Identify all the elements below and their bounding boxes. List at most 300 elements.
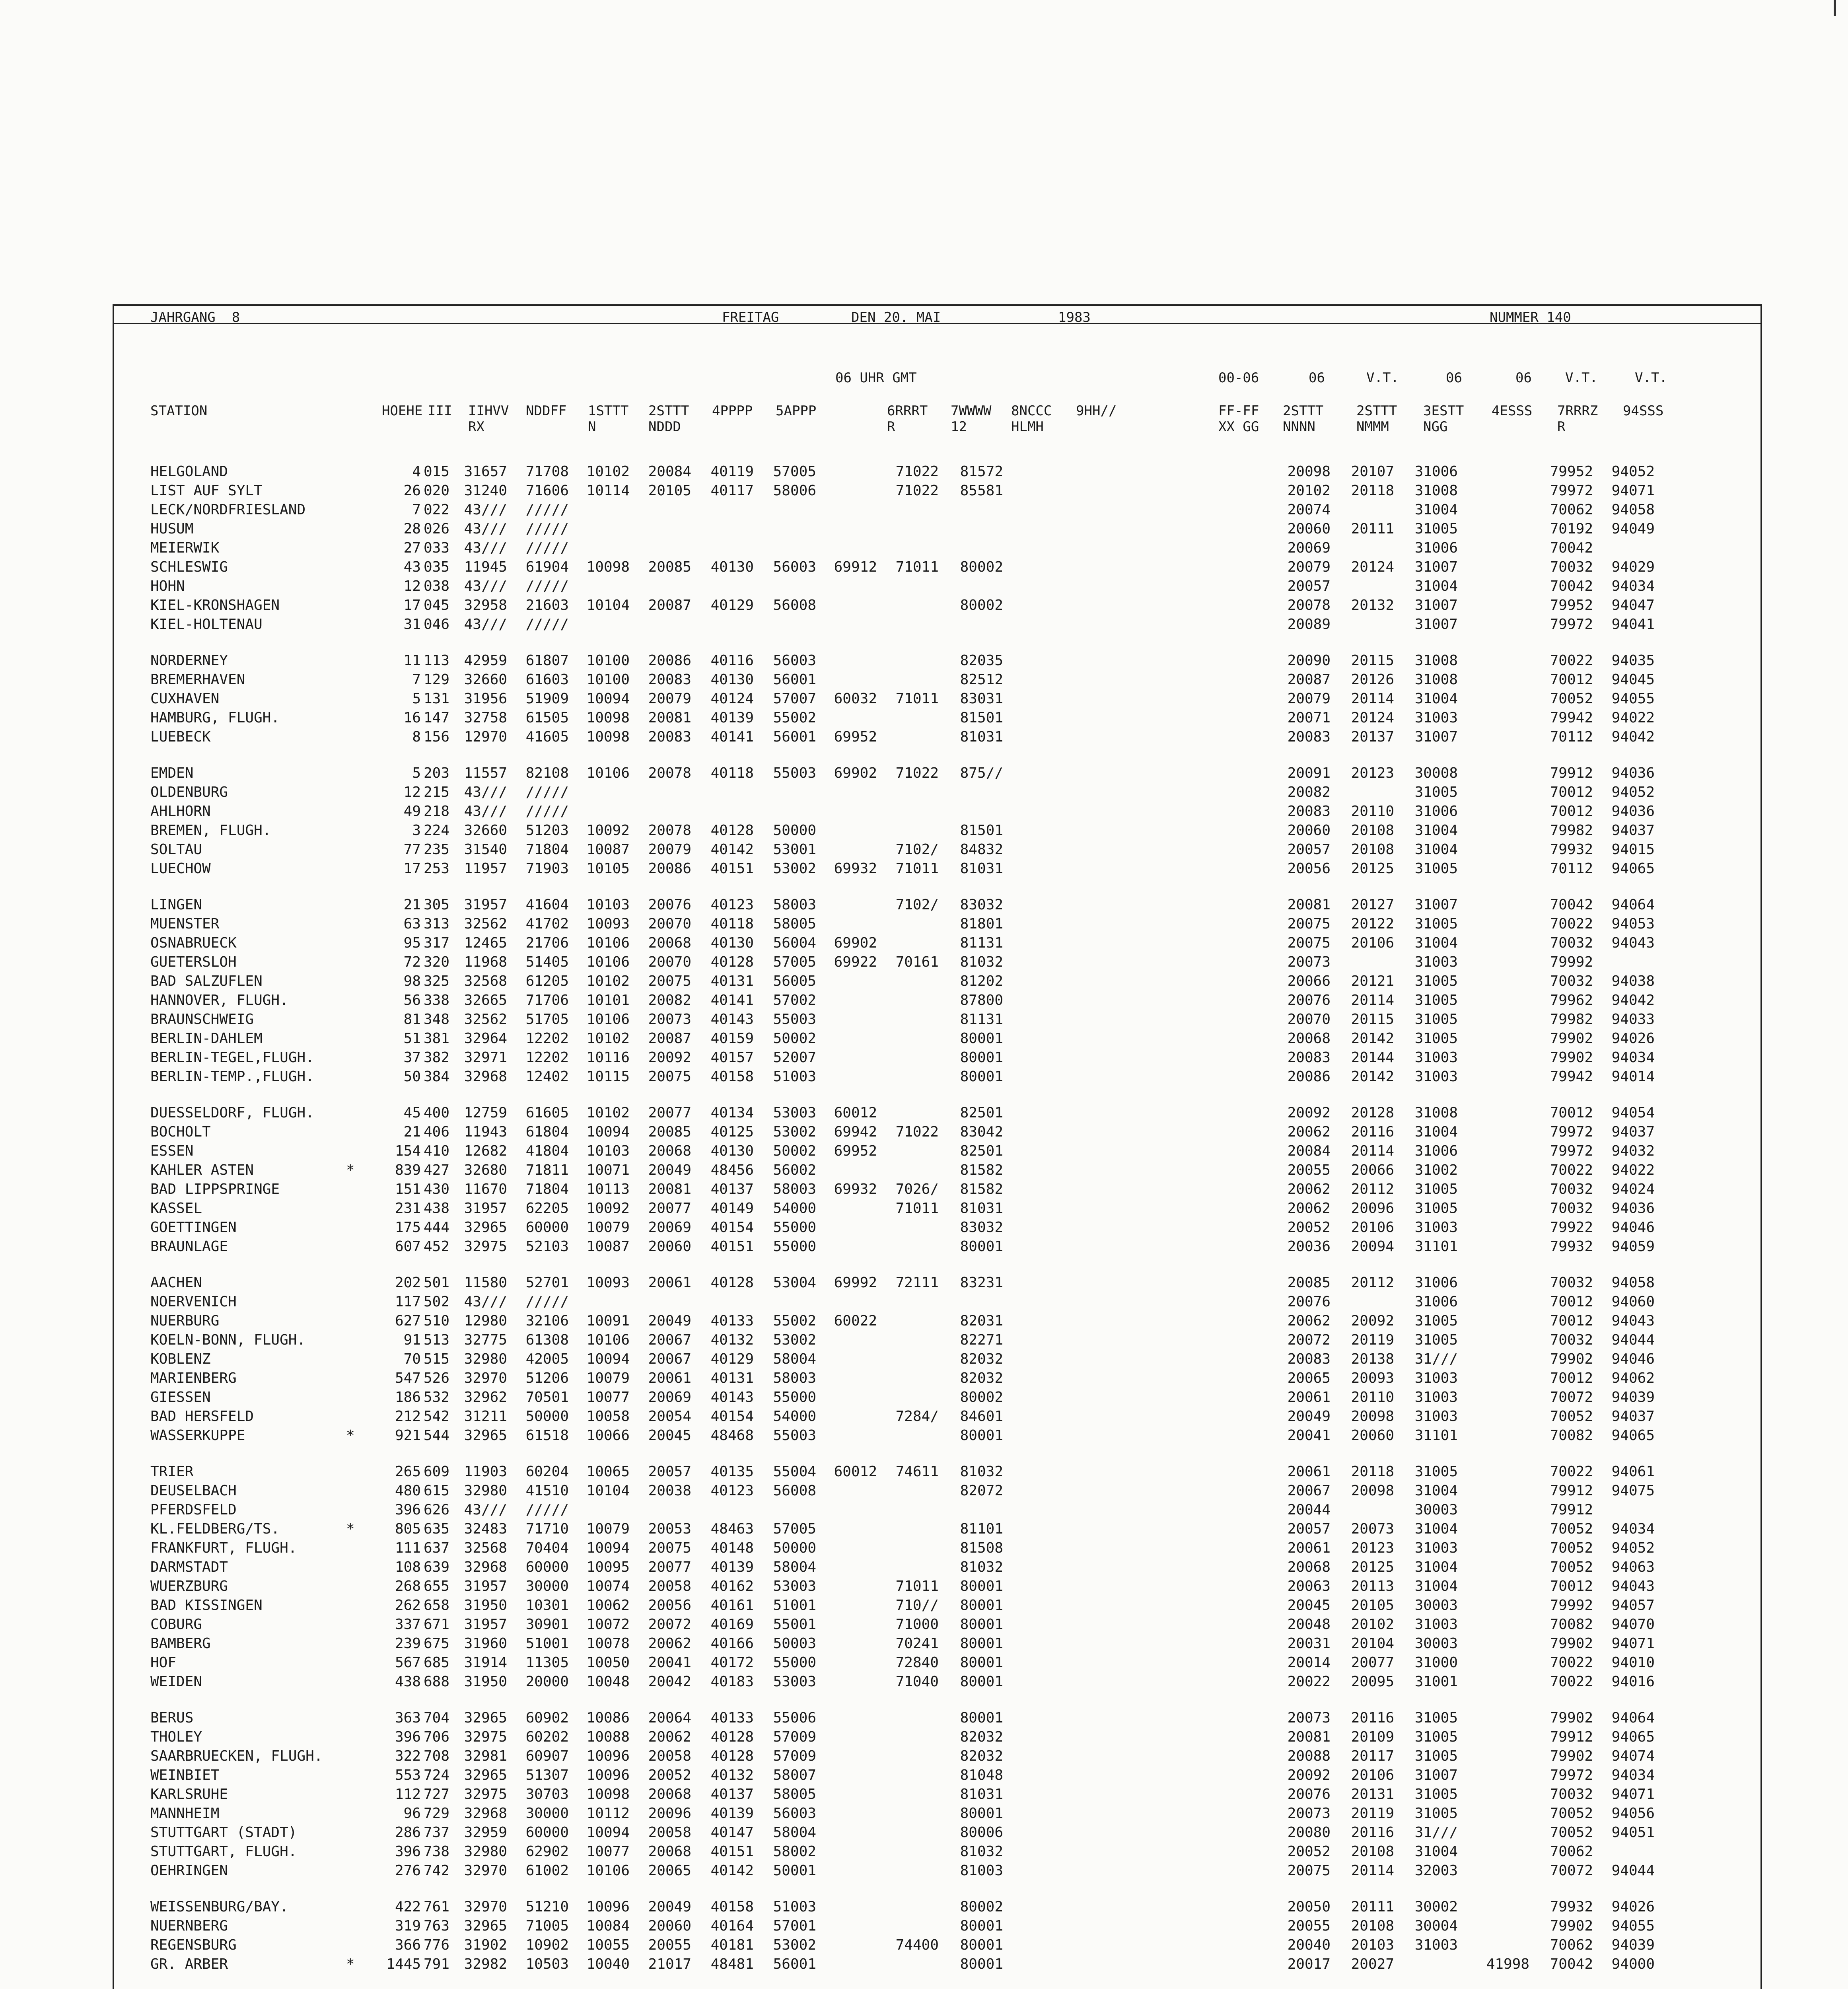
cell-n8: 81031 xyxy=(960,860,1003,877)
cell-n8: 81582 xyxy=(960,1162,1003,1178)
cell-m7: 70052 xyxy=(1550,691,1593,707)
cell-alt: 567 xyxy=(395,1654,421,1671)
table-row xyxy=(0,577,1848,596)
cell-nd: 50000 xyxy=(525,1408,569,1425)
cell-m9: 94036 xyxy=(1611,803,1655,819)
col-7wwww: 7WWWW 12 xyxy=(951,403,992,435)
cell-m9: 94053 xyxy=(1611,916,1655,932)
cell-p5: 58003 xyxy=(773,897,816,913)
cell-t1: 10050 xyxy=(586,1654,630,1671)
cell-alt: 265 xyxy=(395,1464,421,1480)
cell-t2: 20079 xyxy=(648,691,691,707)
cell-w7: 71022 xyxy=(895,483,939,499)
table-row xyxy=(0,1029,1848,1048)
cell-m9: 94042 xyxy=(1611,992,1655,1008)
cell-m2a: 20086 xyxy=(1287,1068,1331,1085)
table-row xyxy=(0,783,1848,802)
cell-m7: 79902 xyxy=(1550,1049,1593,1066)
cell-m2a: 20048 xyxy=(1287,1616,1331,1633)
cell-w7: 70161 xyxy=(895,954,939,970)
cell-alt: 396 xyxy=(395,1729,421,1745)
cell-name: BAD LIPPSPRINGE xyxy=(150,1181,280,1197)
cell-name: HANNOVER, FLUGH. xyxy=(150,992,288,1008)
cell-m3: 31005 xyxy=(1414,973,1458,989)
table-row xyxy=(0,1766,1848,1785)
edge-mark xyxy=(1834,0,1836,16)
cell-m2b: 20114 xyxy=(1351,1862,1394,1879)
col-nddff: NDDFF xyxy=(526,403,567,419)
table-row xyxy=(0,991,1848,1010)
cell-name: HOF xyxy=(150,1654,177,1671)
cell-m7: 79902 xyxy=(1550,1918,1593,1934)
cell-alt: 202 xyxy=(395,1275,421,1291)
cell-m2a: 20063 xyxy=(1287,1578,1331,1594)
cell-m3: 30002 xyxy=(1414,1899,1458,1915)
table-row xyxy=(0,1501,1848,1520)
cell-p4: 40169 xyxy=(710,1616,754,1633)
cell-nd: 60000 xyxy=(525,1559,569,1575)
cell-m3: 31005 xyxy=(1414,1011,1458,1028)
cell-p4: 40129 xyxy=(710,1351,754,1367)
cell-t2: 20041 xyxy=(648,1654,691,1671)
cell-n8: 80001 xyxy=(960,1030,1003,1047)
cell-m3: 31005 xyxy=(1414,1200,1458,1216)
cell-ir: 43/// xyxy=(464,578,507,594)
cell-alt: 16 xyxy=(403,710,421,726)
cell-m3: 31003 xyxy=(1414,1937,1458,1953)
cell-n8: 81032 xyxy=(960,1843,1003,1860)
cell-m3: 30003 xyxy=(1414,1502,1458,1518)
cell-alt: 112 xyxy=(395,1786,421,1802)
cell-name: OLDENBURG xyxy=(150,784,228,800)
cell-m3: 31003 xyxy=(1414,710,1458,726)
cell-ir: 31960 xyxy=(464,1635,507,1652)
cell-m3: 31005 xyxy=(1414,1313,1458,1329)
cell-n8: 80001 xyxy=(960,1597,1003,1613)
cell-p4: 40118 xyxy=(710,765,754,781)
cell-name: BAD HERSFELD xyxy=(150,1408,254,1425)
cell-m2a: 20049 xyxy=(1287,1408,1331,1425)
cell-nd: 71706 xyxy=(525,992,569,1008)
jahrgang-label: JAHRGANG 8 xyxy=(150,309,240,325)
cell-t1: 10065 xyxy=(586,1464,630,1480)
cell-m2a: 20087 xyxy=(1287,671,1331,688)
cell-m2a: 20041 xyxy=(1287,1427,1331,1444)
cell-alt: 98 xyxy=(403,973,421,989)
cell-m2b: 20094 xyxy=(1351,1238,1394,1255)
cell-nd: 41510 xyxy=(525,1483,569,1499)
cell-t1: 10106 xyxy=(586,765,630,781)
cell-t2: 20045 xyxy=(648,1427,691,1444)
cell-p4: 40128 xyxy=(710,822,754,839)
cell-m9: 94071 xyxy=(1611,483,1655,499)
cell-m2b: 20124 xyxy=(1351,559,1394,575)
cell-p5: 50002 xyxy=(773,1143,816,1159)
table-row xyxy=(0,462,1848,481)
cell-p5: 51003 xyxy=(773,1068,816,1085)
cell-alt: 805 xyxy=(395,1521,421,1537)
table-row xyxy=(0,596,1848,615)
table-row xyxy=(0,1103,1848,1123)
col-5appp: 5APPP xyxy=(776,403,817,419)
cell-n8: 82032 xyxy=(960,1748,1003,1764)
cell-m2a: 20050 xyxy=(1287,1899,1331,1915)
cell-ir: 43/// xyxy=(464,784,507,800)
cell-t2: 20077 xyxy=(648,1200,691,1216)
cell-p5: 56004 xyxy=(773,935,816,951)
cell-iii: 738 xyxy=(423,1843,449,1860)
cell-n8: 81031 xyxy=(960,1200,1003,1216)
cell-name: STUTTGART, FLUGH. xyxy=(150,1843,297,1860)
cell-t1: 10077 xyxy=(586,1843,630,1860)
cell-nd: 71804 xyxy=(525,841,569,858)
table-row xyxy=(0,1842,1848,1861)
cell-t1: 10078 xyxy=(586,1635,630,1652)
cell-name: CUXHAVEN xyxy=(150,691,220,707)
cell-m2b: 20114 xyxy=(1351,992,1394,1008)
cell-m7: 70112 xyxy=(1550,729,1593,745)
cell-p4: 40151 xyxy=(710,1843,754,1860)
table-row xyxy=(0,1312,1848,1331)
cell-ir: 12465 xyxy=(464,935,507,951)
cell-w7: 710// xyxy=(895,1597,939,1613)
col-station: STATION xyxy=(150,403,208,419)
cell-m7: 79902 xyxy=(1550,1351,1593,1367)
cell-t2: 20096 xyxy=(648,1805,691,1822)
table-row xyxy=(0,500,1848,520)
cell-m7: 70052 xyxy=(1550,1521,1593,1537)
cell-p5: 54000 xyxy=(773,1408,816,1425)
cell-m2a: 20082 xyxy=(1287,784,1331,800)
cell-m2a: 20072 xyxy=(1287,1332,1331,1348)
cell-name: STUTTGART (STADT) xyxy=(150,1824,297,1841)
cell-m2a: 20036 xyxy=(1287,1238,1331,1255)
cell-m2b: 20106 xyxy=(1351,1219,1394,1236)
cell-m2b: 20128 xyxy=(1351,1105,1394,1121)
cell-iii: 253 xyxy=(423,860,449,877)
cell-ir: 32965 xyxy=(464,1767,507,1783)
cell-n8: 82031 xyxy=(960,1313,1003,1329)
cell-p4: 40183 xyxy=(710,1674,754,1690)
table-row xyxy=(0,1161,1848,1180)
cell-alt: 319 xyxy=(395,1918,421,1934)
cell-m2a: 20057 xyxy=(1287,578,1331,594)
cell-alt: 231 xyxy=(395,1200,421,1216)
cell-m2b: 20116 xyxy=(1351,1710,1394,1726)
cell-ir: 32968 xyxy=(464,1068,507,1085)
cell-t2: 20052 xyxy=(648,1767,691,1783)
cell-name: PFERDSFELD xyxy=(150,1502,237,1518)
cell-iii: 444 xyxy=(423,1219,449,1236)
cell-t2: 20075 xyxy=(648,973,691,989)
cell-m7: 79932 xyxy=(1550,1899,1593,1915)
cell-m9: 94000 xyxy=(1611,1956,1655,1972)
cell-m9: 94047 xyxy=(1611,597,1655,613)
cell-iii: 515 xyxy=(423,1351,449,1367)
cell-ir: 31914 xyxy=(464,1654,507,1671)
cell-m9: 94071 xyxy=(1611,1786,1655,1802)
cell-m7: 79902 xyxy=(1550,1635,1593,1652)
cell-t2: 20065 xyxy=(648,1862,691,1879)
cell-alt: 81 xyxy=(403,1011,421,1028)
cell-n8: 84832 xyxy=(960,841,1003,858)
cell-alt: 111 xyxy=(395,1540,421,1556)
cell-name: LIST AUF SYLT xyxy=(150,483,263,499)
cell-t1: 10096 xyxy=(586,1748,630,1764)
cell-m9: 94046 xyxy=(1611,1351,1655,1367)
cell-w7: 72111 xyxy=(895,1275,939,1291)
cell-m2a: 20057 xyxy=(1287,1521,1331,1537)
cell-t1: 10103 xyxy=(586,897,630,913)
cell-iii: 035 xyxy=(423,559,449,575)
cell-nd: ///// xyxy=(525,521,569,537)
cell-nd: 61205 xyxy=(525,973,569,989)
cell-iii: 045 xyxy=(423,597,449,613)
col-9hh: 9HH// xyxy=(1076,403,1117,419)
cell-nd: ///// xyxy=(525,540,569,556)
col-7rrrz: 7RRRZ R xyxy=(1557,403,1598,435)
cell-m2a: 20075 xyxy=(1287,916,1331,932)
cell-m2a: 20079 xyxy=(1287,691,1331,707)
cell-m3: 31007 xyxy=(1414,559,1458,575)
table-row xyxy=(0,708,1848,728)
cell-name: OSNABRUECK xyxy=(150,935,237,951)
cell-m9: 94060 xyxy=(1611,1294,1655,1310)
cell-r6: 69932 xyxy=(834,1181,877,1197)
cell-t2: 20068 xyxy=(648,935,691,951)
cell-m3: 31005 xyxy=(1414,992,1458,1008)
cell-n8: 82032 xyxy=(960,1729,1003,1745)
cell-r6: 69932 xyxy=(834,860,877,877)
cell-m7: 70052 xyxy=(1550,1805,1593,1822)
cell-m9: 94035 xyxy=(1611,652,1655,669)
cell-iii: 320 xyxy=(423,954,449,970)
cell-w7: 71022 xyxy=(895,463,939,480)
cell-nd: 71710 xyxy=(525,1521,569,1537)
cell-m2b: 20106 xyxy=(1351,1767,1394,1783)
table-row xyxy=(0,1709,1848,1728)
cell-alt: 7 xyxy=(412,671,421,688)
cell-m9: 94014 xyxy=(1611,1068,1655,1085)
cell-m9: 94037 xyxy=(1611,1124,1655,1140)
cell-name: KASSEL xyxy=(150,1200,202,1216)
cell-m3: 31004 xyxy=(1414,578,1458,594)
cell-p5: 53003 xyxy=(773,1674,816,1690)
cell-iii: 156 xyxy=(423,729,449,745)
cell-m9: 94016 xyxy=(1611,1674,1655,1690)
cell-m7: 70032 xyxy=(1550,935,1593,951)
cell-nd: 71606 xyxy=(525,483,569,499)
cell-m7: 70042 xyxy=(1550,897,1593,913)
cell-alt: 21 xyxy=(403,897,421,913)
cell-r6: 60022 xyxy=(834,1313,877,1329)
cell-name: AHLHORN xyxy=(150,803,211,819)
cell-r6: 60012 xyxy=(834,1464,877,1480)
cell-iii: 381 xyxy=(423,1030,449,1047)
cell-ir: 11670 xyxy=(464,1181,507,1197)
cell-p4: 40161 xyxy=(710,1597,754,1613)
cell-t2: 20067 xyxy=(648,1351,691,1367)
cell-n8: 81032 xyxy=(960,1464,1003,1480)
cell-alt: 91 xyxy=(403,1332,421,1348)
cell-n8: 81572 xyxy=(960,463,1003,480)
cell-t1: 10115 xyxy=(586,1068,630,1085)
cell-m7: 70032 xyxy=(1550,1275,1593,1291)
cell-m2a: 20085 xyxy=(1287,1275,1331,1291)
cell-p4: 40139 xyxy=(710,710,754,726)
cell-t1: 10100 xyxy=(586,652,630,669)
cell-m7: 79992 xyxy=(1550,1597,1593,1613)
cell-ir: 31957 xyxy=(464,897,507,913)
cell-nd: 41804 xyxy=(525,1143,569,1159)
cell-m3: 31005 xyxy=(1414,1805,1458,1822)
cell-nd: 60000 xyxy=(525,1824,569,1841)
cell-w7: 70241 xyxy=(895,1635,939,1652)
cell-name: GIESSEN xyxy=(150,1389,211,1405)
col-3estt: 3ESTT NGG xyxy=(1423,403,1464,435)
cell-m3: 31005 xyxy=(1414,916,1458,932)
cell-m2a: 20061 xyxy=(1287,1464,1331,1480)
cell-p5: 58003 xyxy=(773,1181,816,1197)
cell-r6: 69942 xyxy=(834,1124,877,1140)
cell-ir: 12682 xyxy=(464,1143,507,1159)
cell-iii: 737 xyxy=(423,1824,449,1841)
cell-t1: 10048 xyxy=(586,1674,630,1690)
cell-alt: 43 xyxy=(403,559,421,575)
cell-ir: 32981 xyxy=(464,1748,507,1764)
cell-m9: 94071 xyxy=(1611,1635,1655,1652)
cell-n8: 80001 xyxy=(960,1616,1003,1633)
cell-m3: 31007 xyxy=(1414,1767,1458,1783)
table-row xyxy=(0,1804,1848,1823)
cell-iii: 688 xyxy=(423,1674,449,1690)
cell-alt: 422 xyxy=(395,1899,421,1915)
cell-m9: 94034 xyxy=(1611,1049,1655,1066)
cell-m2a: 20068 xyxy=(1287,1030,1331,1047)
cell-m9: 94061 xyxy=(1611,1464,1655,1480)
cell-iii: 501 xyxy=(423,1275,449,1291)
cell-r6: 69912 xyxy=(834,559,877,575)
cell-n8: 82501 xyxy=(960,1143,1003,1159)
cell-m2b: 20112 xyxy=(1351,1181,1394,1197)
cell-m3: 31004 xyxy=(1414,1521,1458,1537)
cell-p5: 58003 xyxy=(773,1370,816,1386)
cell-alt: 1445 xyxy=(386,1956,421,1972)
cell-alt: 56 xyxy=(403,992,421,1008)
cell-ir: 32975 xyxy=(464,1786,507,1802)
cell-n8: 87800 xyxy=(960,992,1003,1008)
cell-m7: 79912 xyxy=(1550,1729,1593,1745)
cell-nd: ///// xyxy=(525,502,569,518)
cell-m7: 79992 xyxy=(1550,954,1593,970)
cell-name: NUERBURG xyxy=(150,1313,220,1329)
cell-m2a: 20062 xyxy=(1287,1313,1331,1329)
table-row xyxy=(0,915,1848,934)
cell-p5: 56008 xyxy=(773,597,816,613)
cell-iii: 452 xyxy=(423,1238,449,1255)
cell-p5: 55000 xyxy=(773,1238,816,1255)
cell-m7: 70192 xyxy=(1550,521,1593,537)
cell-name: MUENSTER xyxy=(150,916,220,932)
cell-n8: 83031 xyxy=(960,691,1003,707)
cell-nd: 20000 xyxy=(525,1674,569,1690)
table-row xyxy=(0,1123,1848,1142)
cell-iii: 708 xyxy=(423,1748,449,1764)
cell-m9: 94058 xyxy=(1611,502,1655,518)
cell-n8: 80002 xyxy=(960,1389,1003,1405)
cell-w7: 71011 xyxy=(895,691,939,707)
table-row xyxy=(0,1861,1848,1880)
cell-nd: ///// xyxy=(525,1502,569,1518)
cell-alt: 49 xyxy=(403,803,421,819)
cell-m3: 31006 xyxy=(1414,1294,1458,1310)
cell-name: LECK/NORDFRIESLAND xyxy=(150,502,306,518)
cell-m7: 79972 xyxy=(1550,1124,1593,1140)
cell-m3: 31000 xyxy=(1414,1654,1458,1671)
cell-iii: 727 xyxy=(423,1786,449,1802)
cell-t2: 20087 xyxy=(648,1030,691,1047)
cell-name: BAMBERG xyxy=(150,1635,211,1652)
cell-m7: 79932 xyxy=(1550,841,1593,858)
cell-p4: 40128 xyxy=(710,1275,754,1291)
cell-m7: 79902 xyxy=(1550,1710,1593,1726)
cell-iii: 542 xyxy=(423,1408,449,1425)
cell-nd: 60202 xyxy=(525,1729,569,1745)
cell-nd: ///// xyxy=(525,803,569,819)
cell-p5: 57009 xyxy=(773,1748,816,1764)
col-4pppp: 4PPPP xyxy=(712,403,753,419)
cell-p4: 40124 xyxy=(710,691,754,707)
cell-w7: 7102/ xyxy=(895,841,939,858)
cell-alt: 212 xyxy=(395,1408,421,1425)
cell-t1: 10094 xyxy=(586,1540,630,1556)
cell-ir: 31902 xyxy=(464,1937,507,1953)
cell-alt: 27 xyxy=(403,540,421,556)
cell-nd: 61603 xyxy=(525,671,569,688)
cell-w7: 71022 xyxy=(895,1124,939,1140)
cell-name: HUSUM xyxy=(150,521,194,537)
cell-m3: 31004 xyxy=(1414,691,1458,707)
cell-t1: 10084 xyxy=(586,1918,630,1934)
col-8nccc: 8NCCC HLMH xyxy=(1011,403,1052,435)
cell-alt: 8 xyxy=(412,729,421,745)
cell-p5: 53002 xyxy=(773,860,816,877)
cell-m2b: 20116 xyxy=(1351,1824,1394,1841)
cell-t1: 10079 xyxy=(586,1219,630,1236)
cell-name: BERLIN-TEGEL,FLUGH. xyxy=(150,1049,314,1066)
cell-nd: 21603 xyxy=(525,597,569,613)
cell-m7: 70032 xyxy=(1550,973,1593,989)
cell-p4: 40137 xyxy=(710,1786,754,1802)
cell-iii: 020 xyxy=(423,483,449,499)
cell-nd: 41702 xyxy=(525,916,569,932)
cell-n8: 81048 xyxy=(960,1767,1003,1783)
cell-nd: 82108 xyxy=(525,765,569,781)
cell-t2: 20049 xyxy=(648,1162,691,1178)
cell-m2b: 20131 xyxy=(1351,1786,1394,1802)
cell-alt: 72 xyxy=(403,954,421,970)
cell-m2b: 20118 xyxy=(1351,483,1394,499)
cell-t1: 10114 xyxy=(586,483,630,499)
cell-p4: 40128 xyxy=(710,954,754,970)
cell-alt: 17 xyxy=(403,860,421,877)
cell-t1: 10096 xyxy=(586,1899,630,1915)
cell-m2b: 20123 xyxy=(1351,765,1394,781)
cell-p4: 40172 xyxy=(710,1654,754,1671)
cell-t1: 10100 xyxy=(586,671,630,688)
cell-w7: 7102/ xyxy=(895,897,939,913)
cell-m7: 70012 xyxy=(1550,1370,1593,1386)
